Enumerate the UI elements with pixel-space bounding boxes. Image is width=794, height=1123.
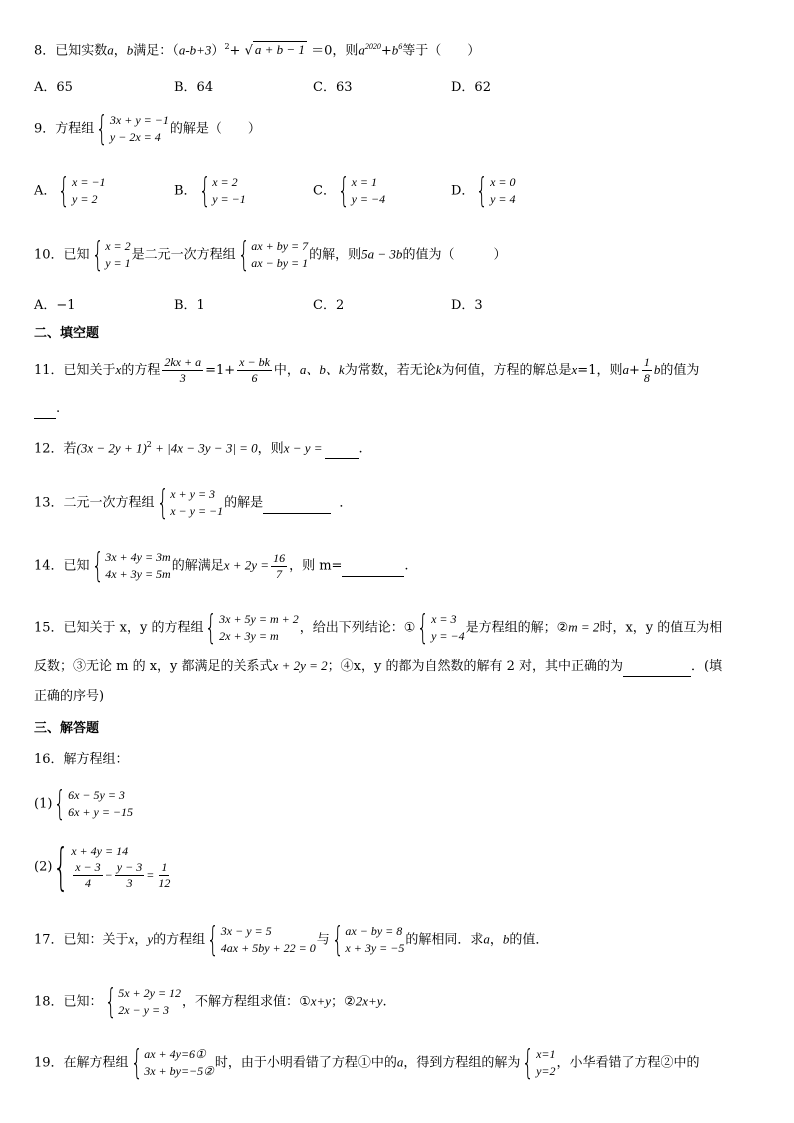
q11-text-i: 的值为 bbox=[660, 363, 700, 378]
question-18 bbox=[34, 982, 387, 1022]
q9-eq2: y − 2x = 4 bbox=[109, 130, 161, 144]
q9-option-b-label: B． bbox=[174, 183, 197, 199]
q14-expr: x + 2y = bbox=[223, 557, 270, 573]
q10-number: 10．已知 bbox=[34, 247, 90, 263]
q8-option-c: C．63 bbox=[313, 80, 353, 95]
left-brace-icon: { bbox=[130, 1043, 143, 1083]
q16-frac-1 bbox=[73, 860, 102, 891]
q9-option-a-y: y = 2 bbox=[72, 192, 98, 206]
q10-eq2: ax − by = 1 bbox=[251, 256, 309, 270]
question-14 bbox=[34, 546, 409, 586]
q11-fraction-2 bbox=[237, 355, 272, 386]
q19-text-a: 19．在解方程组 bbox=[34, 1055, 129, 1071]
q10-solution-y: y = 1 bbox=[105, 256, 131, 270]
q17-text-f: 的值． bbox=[509, 932, 549, 948]
q14-text-b: 的解满足 bbox=[171, 558, 224, 574]
question-10 bbox=[34, 235, 507, 275]
q11-fraction-1 bbox=[162, 355, 203, 386]
q9-option-a-x: x = −1 bbox=[72, 175, 106, 189]
q9-option-c-label: C． bbox=[313, 183, 336, 199]
q18-expr2: 2x+y bbox=[355, 993, 383, 1009]
q15-relation: x + 2y = 2 bbox=[272, 658, 328, 673]
q16-frac1-num: x − 3 bbox=[75, 860, 101, 874]
q19-text-b: 时，由于小明看错了方程①中的 bbox=[214, 1055, 397, 1071]
q19-text-d: ，小华看错了方程②中的 bbox=[556, 1055, 700, 1071]
q16-part-1 bbox=[34, 784, 134, 824]
q11-end: . bbox=[56, 401, 61, 416]
q9-option-d-label: D． bbox=[451, 183, 475, 199]
q11-frac1-num: 2kx + a bbox=[164, 355, 202, 369]
q11-vars: a、b、k bbox=[299, 362, 345, 377]
left-brace-icon: { bbox=[337, 171, 350, 211]
q15-text-c: 是方程组的解； bbox=[465, 620, 557, 636]
q15-text-d: 时，x，y 的值互为相 bbox=[599, 620, 723, 636]
q9-option-a-label: A． bbox=[34, 183, 57, 199]
q17-text-d: 的解相同．求 bbox=[405, 932, 484, 948]
q11-text-f: 为何值，方程的解总是 bbox=[441, 363, 572, 378]
q12-answer-blank[interactable] bbox=[325, 440, 359, 459]
circled-two-icon: ② bbox=[556, 620, 569, 636]
q16-frac3-den: 12 bbox=[158, 876, 171, 890]
q11-text-b: 的方程 bbox=[121, 363, 161, 378]
q15-solution-y: y = −4 bbox=[431, 629, 465, 643]
question-8 bbox=[34, 38, 480, 60]
q17-sep: ， bbox=[134, 932, 148, 948]
q10-tail-a: 的解，则 bbox=[309, 247, 362, 263]
q11-text-d: 中， bbox=[273, 363, 300, 378]
q8-plus: + bbox=[229, 43, 241, 59]
q9-option-a bbox=[34, 171, 107, 211]
section-heading-fill-blank: 二、填空题 bbox=[34, 326, 100, 341]
q13-eq1: x + y = 3 bbox=[170, 487, 216, 501]
q16-part2-eq1: x + 4y = 14 bbox=[71, 844, 129, 858]
q15-line-3: 正确的序号) bbox=[34, 689, 105, 704]
q12-expr2: + |4x − 3y − 3| = 0 bbox=[151, 440, 258, 456]
q17-eq2: 4ax + 5by + 22 = 0 bbox=[220, 941, 316, 955]
q11-var-a: a bbox=[622, 362, 629, 377]
q8-expr1: a-b+3 bbox=[178, 42, 212, 58]
q10-option-b: B．1 bbox=[174, 298, 205, 313]
question-15 bbox=[34, 608, 723, 648]
left-brace-icon: { bbox=[104, 982, 117, 1022]
q8-stem-c: ） bbox=[211, 43, 225, 59]
q18-expr1: x+y bbox=[310, 993, 332, 1009]
q15-line2-b: ；④x，y 的都为自然数的解有 2 对，其中正确的为 bbox=[327, 659, 623, 674]
question-17 bbox=[34, 920, 549, 960]
left-brace-icon: { bbox=[522, 1043, 535, 1083]
q15-solution-x: x = 3 bbox=[431, 612, 457, 626]
left-brace-icon: { bbox=[91, 235, 104, 275]
q17-text-a: 17．已知：关于 bbox=[34, 932, 129, 948]
left-brace-icon: { bbox=[96, 109, 109, 149]
left-brace-icon: { bbox=[476, 171, 489, 211]
q13-text-b: 的解是 bbox=[224, 495, 264, 511]
q17-var-x: x bbox=[128, 931, 135, 947]
q15-line2-a: 反数；③无论 m 的 x，y 都满足的关系式 bbox=[34, 659, 273, 674]
q10-option-c: C．2 bbox=[313, 298, 345, 313]
q11-answer-blank[interactable] bbox=[34, 400, 56, 419]
q17-var-a: a bbox=[483, 931, 490, 947]
q11-fraction-3 bbox=[642, 355, 652, 386]
q16-part-2 bbox=[34, 838, 175, 896]
q14-eq2: 4x + 3y = 5m bbox=[105, 567, 171, 581]
q12-end: . bbox=[358, 441, 363, 457]
q15-answer-blank[interactable] bbox=[623, 658, 691, 677]
q9-system bbox=[95, 109, 169, 149]
q8-var-a: a bbox=[107, 42, 114, 58]
question-9 bbox=[34, 109, 261, 149]
q14-text-c: ，则 m= bbox=[289, 558, 343, 574]
left-brace-icon: { bbox=[417, 608, 430, 648]
q8-pow-a: a bbox=[358, 42, 365, 58]
q8-exp2: 6 bbox=[398, 42, 403, 51]
q16-frac3-num: 1 bbox=[161, 860, 168, 874]
q16-part2-label: (2) bbox=[34, 859, 53, 875]
q11-plus: + bbox=[628, 363, 640, 378]
q16-part1-label: (1) bbox=[34, 796, 53, 812]
q8-root: a + b − 1 bbox=[254, 42, 305, 58]
circled-one-icon: ① bbox=[299, 994, 311, 1010]
q18-text-a: 18．已知： bbox=[34, 994, 103, 1010]
left-brace-icon: { bbox=[53, 838, 70, 896]
q8-stem-a: 8．已知实数 bbox=[34, 43, 108, 59]
q14-frac-den: 7 bbox=[276, 566, 283, 581]
q18-eq2: 2x − y = 3 bbox=[118, 1003, 170, 1017]
q12-expr3: x − y = bbox=[283, 440, 323, 456]
q8-stem-e: 等于（ ） bbox=[402, 43, 481, 59]
q11-frac3-num: 1 bbox=[643, 355, 650, 369]
q10-tail-b: 的值为（ ） bbox=[402, 247, 507, 263]
q9-option-c-x: x = 1 bbox=[351, 175, 378, 189]
q16-equals: = bbox=[146, 868, 155, 882]
q14-eq1: 3x + 4y = 3m bbox=[105, 550, 171, 564]
q18-eq1: 5x + 2y = 12 bbox=[118, 986, 182, 1000]
q15-eq2: 2x + 3y = m bbox=[219, 629, 279, 643]
q17-eq1: 3x − y = 5 bbox=[220, 924, 272, 938]
q14-end: . bbox=[404, 558, 409, 574]
q16-frac2-num: y − 3 bbox=[116, 860, 143, 874]
q15-line-2 bbox=[34, 657, 722, 677]
q13-answer-blank[interactable] bbox=[263, 495, 331, 514]
q9-option-c-y: y = −4 bbox=[351, 192, 386, 206]
q16-frac-2 bbox=[115, 860, 144, 891]
q19-text-c: ，得到方程组的解为 bbox=[403, 1055, 521, 1071]
left-brace-icon: { bbox=[237, 235, 250, 275]
q10-eq1: ax + by = 7 bbox=[251, 239, 309, 253]
q13-eq2: x − y = −1 bbox=[170, 504, 224, 518]
q17-text-c: 与 bbox=[316, 932, 330, 948]
q17-eq3: ax − by = 8 bbox=[345, 924, 403, 938]
circled-one-icon: ① bbox=[403, 620, 416, 636]
left-brace-icon: { bbox=[91, 546, 104, 586]
q18-sep: ； bbox=[331, 994, 345, 1010]
left-brace-icon: { bbox=[54, 784, 67, 824]
q8-pow-b: b bbox=[391, 42, 399, 58]
q12-square: 2 bbox=[146, 440, 152, 449]
q8-square: 2 bbox=[224, 42, 230, 51]
q11-text-e: 为常数，若无论 bbox=[344, 363, 436, 378]
q19-eq2: 3x + by=−5② bbox=[144, 1064, 214, 1078]
q11-frac1-den: 3 bbox=[179, 371, 186, 385]
left-brace-icon: { bbox=[198, 171, 211, 211]
q8-option-a: A．65 bbox=[34, 80, 73, 95]
q16-part1-eq1: 6x − 5y = 3 bbox=[68, 788, 125, 802]
q8-var-b: b bbox=[126, 42, 134, 58]
q10-solution-x: x = 2 bbox=[105, 239, 131, 253]
q8-option-b: B．64 bbox=[174, 80, 214, 95]
q19-solution-x: x=1 bbox=[536, 1047, 556, 1061]
q8-stem-b: 满足：（ bbox=[133, 43, 179, 59]
q13-text-a: 13．二元一次方程组 bbox=[34, 495, 155, 511]
q11-frac2-num: x − bk bbox=[239, 355, 270, 369]
q17-text-b: 的方程组 bbox=[153, 932, 206, 948]
q9-option-d-x: x = 0 bbox=[490, 175, 516, 189]
q9-option-d bbox=[451, 171, 517, 211]
q8-exp1: 2020 bbox=[364, 42, 381, 51]
q11-text-c: =1+ bbox=[205, 363, 236, 378]
q17-var-b: b bbox=[502, 931, 510, 947]
q9-eq1: 3x + y = −1 bbox=[109, 113, 169, 127]
q11-text-a: 11．已知关于 bbox=[34, 363, 116, 378]
q9-option-b-x: x = 2 bbox=[212, 175, 238, 189]
left-brace-icon: { bbox=[205, 608, 218, 648]
left-brace-icon: { bbox=[156, 483, 169, 523]
q11-text-g: =1，则 bbox=[577, 363, 623, 378]
q15-eq1: 3x + 5y = m + 2 bbox=[219, 612, 299, 626]
q15-text-a: 15．已知关于 x，y 的方程组 bbox=[34, 620, 204, 636]
section-heading-solve: 三、解答题 bbox=[34, 721, 100, 736]
q12-expr: (3x − 2y + 1) bbox=[76, 440, 147, 456]
q9-tail: 的解是（ ） bbox=[169, 121, 261, 137]
q14-fraction bbox=[271, 551, 287, 582]
q13-end: ． bbox=[339, 495, 353, 511]
q10-expr: 5a − 3b bbox=[361, 246, 403, 262]
q11-var-k: k bbox=[435, 362, 442, 377]
q12-text-b: ，则 bbox=[257, 441, 284, 457]
q9-option-c bbox=[313, 171, 386, 211]
q9-option-d-y: y = 4 bbox=[490, 192, 516, 206]
q8-stem-d: ＝0，则 bbox=[311, 43, 359, 59]
q14-answer-blank[interactable] bbox=[342, 558, 404, 577]
q14-frac-num: 16 bbox=[273, 550, 286, 565]
q10-mid: 是二元一次方程组 bbox=[131, 247, 236, 263]
q16-frac2-den: 3 bbox=[126, 876, 133, 890]
q8-sep: ， bbox=[113, 43, 127, 59]
q18-text-b: ，不解方程组求值： bbox=[182, 994, 300, 1010]
q16-frac-3 bbox=[156, 860, 172, 891]
left-brace-icon: { bbox=[58, 171, 71, 211]
q16-minus: − bbox=[104, 868, 113, 882]
q19-solution-y: y=2 bbox=[536, 1064, 556, 1078]
q9-option-b bbox=[174, 171, 247, 211]
left-brace-icon: { bbox=[331, 920, 344, 960]
q9-option-b-y: y = −1 bbox=[212, 192, 246, 206]
q14-text-a: 14．已知 bbox=[34, 558, 90, 574]
q8-plus2: + bbox=[380, 43, 392, 59]
q17-var-y: y bbox=[147, 931, 154, 947]
q10-option-d: D．3 bbox=[451, 298, 483, 313]
q17-eq4: x + 3y = −5 bbox=[345, 941, 405, 955]
question-12 bbox=[34, 436, 363, 459]
question-13 bbox=[34, 483, 353, 523]
q8-option-d: D．62 bbox=[451, 80, 491, 95]
q15-text-b: ，给出下列结论： bbox=[299, 620, 404, 636]
q11-solution-var: x bbox=[571, 362, 578, 377]
q17-sep2: ， bbox=[489, 932, 503, 948]
q19-var-a: a bbox=[396, 1054, 404, 1070]
q15-line2-c: ．(填 bbox=[691, 659, 723, 674]
q11-var-x: x bbox=[115, 362, 122, 377]
q11-frac2-den: 6 bbox=[251, 371, 258, 385]
question-16: 16．解方程组： bbox=[34, 752, 129, 767]
circled-two-icon: ② bbox=[344, 994, 356, 1010]
left-brace-icon: { bbox=[207, 920, 219, 960]
q11-var-b: b bbox=[653, 362, 661, 377]
q11-answer-line bbox=[34, 400, 60, 419]
q9-number: 9．方程组 bbox=[34, 121, 95, 137]
question-19 bbox=[34, 1043, 700, 1083]
sqrt-icon: √ bbox=[244, 43, 253, 59]
q16-frac1-den: 4 bbox=[84, 876, 91, 890]
q16-part1-eq2: 6x + y = −15 bbox=[68, 805, 134, 819]
q11-frac3-den: 8 bbox=[643, 371, 650, 385]
question-11 bbox=[34, 355, 699, 386]
q10-option-a: A．−1 bbox=[34, 298, 76, 313]
q12-text-a: 12．若 bbox=[34, 441, 77, 457]
q18-end: . bbox=[382, 994, 387, 1010]
q19-eq1: ax + 4y=6① bbox=[144, 1047, 206, 1061]
q15-m-value: m = 2 bbox=[568, 619, 600, 635]
